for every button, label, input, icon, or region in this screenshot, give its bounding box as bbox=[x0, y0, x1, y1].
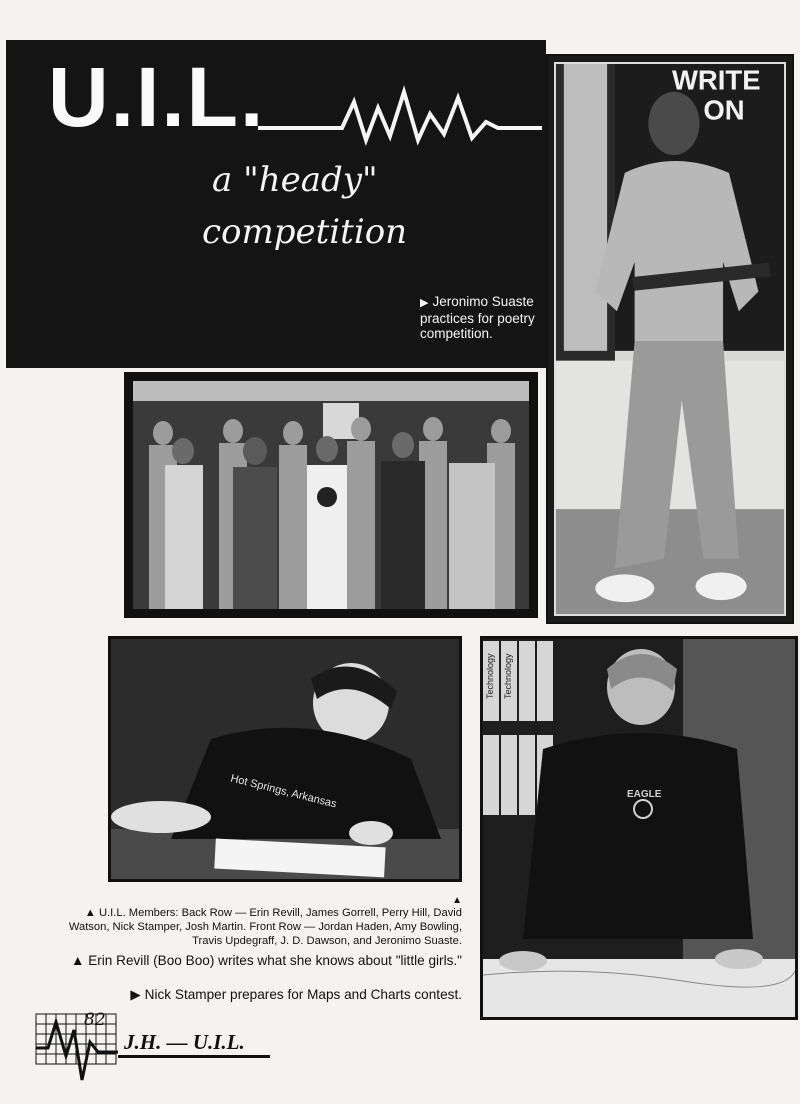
subtitle-line-2: competition bbox=[202, 212, 408, 252]
sign-write: WRITE bbox=[671, 64, 761, 96]
subtitle-line-1: a "heady" bbox=[212, 160, 378, 200]
nick-photo bbox=[480, 636, 798, 1020]
jeronimo-photo bbox=[546, 54, 794, 624]
page-number: 82 bbox=[84, 1010, 106, 1030]
section-label: J.H. — U.I.L. bbox=[124, 1030, 245, 1054]
arrow-right-icon: ▶ bbox=[420, 297, 429, 309]
jeronimo-photo-illustration bbox=[556, 64, 784, 614]
book-label-2: Technology bbox=[503, 653, 513, 699]
erin-photo bbox=[108, 636, 462, 882]
group-photo-illustration bbox=[133, 381, 529, 609]
nick-photo-illustration bbox=[483, 639, 795, 1017]
group-caption-text: U.I.L. Members: Back Row — Erin Revill, James Gorrell, Perry Hill, David Watson, Nick Stamper, Josh Martin. Front Row — Jordan Haden, Amy Bowling, Travis Updegraff, J. D. Dawson, and Jeronimo Suaste. bbox=[68, 907, 462, 947]
group-caption bbox=[64, 896, 462, 948]
group-photo bbox=[124, 372, 538, 618]
book-label-1: Technology bbox=[485, 653, 495, 699]
nick-caption-text: Nick Stamper prepares for Maps and Charts contest. bbox=[144, 987, 462, 1002]
arrow-up-icon: ▲ bbox=[70, 953, 85, 968]
erin-photo-illustration bbox=[111, 639, 459, 879]
nick-caption bbox=[60, 986, 462, 1003]
erin-caption bbox=[60, 952, 462, 969]
arrow-right-icon: ▶ bbox=[130, 987, 141, 1002]
nick-shirt-text: EAGLE bbox=[627, 789, 662, 800]
arrow-up-icon: ▲ bbox=[452, 895, 462, 906]
sign-on: ON bbox=[703, 94, 745, 126]
jeronimo-caption-text: Jeronimo Suaste practices for poetry competition. bbox=[420, 294, 535, 341]
footer-rule bbox=[118, 1055, 270, 1058]
heartbeat-line-icon bbox=[258, 78, 542, 158]
page-title: U.I.L. bbox=[48, 50, 266, 144]
erin-caption-text: Erin Revill (Boo Boo) writes what she knows about "little girls." bbox=[88, 953, 462, 968]
jeronimo-caption bbox=[420, 294, 544, 341]
erin-shirt-text: Hot Springs, Arkansas bbox=[229, 772, 338, 811]
arrow-up-icon: ▲ bbox=[84, 907, 96, 919]
